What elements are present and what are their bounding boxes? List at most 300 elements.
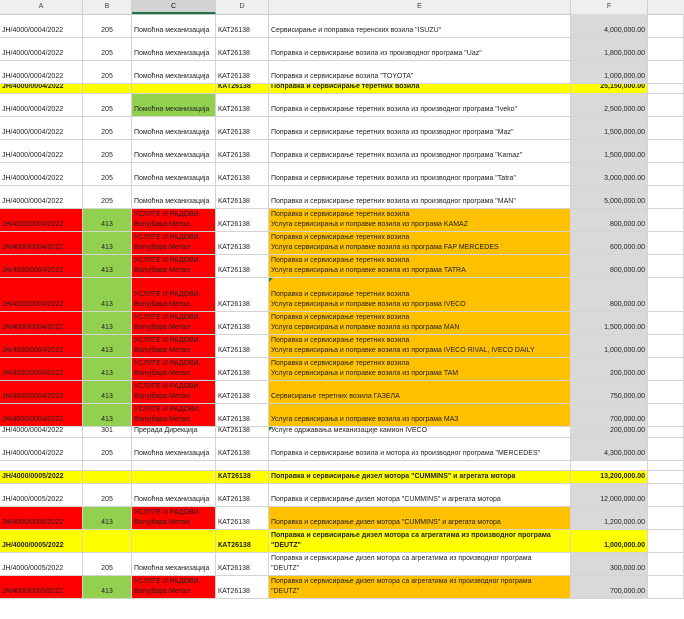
cell-description-text: Поправка и сервисирање теретних возила Услуга сервисирања и поправке возила из програма TATRA [271, 257, 466, 274]
cell-amount[interactable] [571, 140, 648, 163]
cell-unit[interactable] [132, 312, 216, 335]
cell-code[interactable] [83, 576, 132, 599]
cell-reference-number[interactable] [0, 94, 83, 117]
cell-code-text: 413 [101, 393, 113, 400]
cell-unit[interactable] [132, 404, 216, 427]
cell-code[interactable] [83, 209, 132, 232]
table-row [0, 438, 684, 461]
cell-code[interactable] [83, 381, 132, 404]
cell-description[interactable] [269, 358, 571, 381]
cell-empty[interactable] [648, 117, 684, 140]
cell-description-text: Поправка и сервисирање теретних возила из производног програма "Tatra" [271, 175, 516, 182]
cell-catalog-text: КАТ26138 [218, 416, 250, 423]
cell-description[interactable] [269, 14, 571, 38]
cell-reference-number[interactable] [0, 278, 83, 312]
cell-unit[interactable] [132, 140, 216, 163]
cell-catalog[interactable] [216, 117, 269, 140]
cell-code[interactable] [83, 232, 132, 255]
cell-code[interactable] [83, 404, 132, 427]
cell-amount[interactable] [571, 14, 648, 38]
cell-code-text: 205 [101, 129, 113, 136]
cell-catalog[interactable] [216, 404, 269, 427]
cell-reference-number[interactable] [0, 163, 83, 186]
cell-amount-text: 700,000.00 [609, 416, 645, 423]
cell-code-text: 205 [101, 27, 113, 34]
cell-description[interactable] [269, 507, 571, 530]
cell-description[interactable] [269, 335, 571, 358]
cell-reference-number[interactable] [0, 232, 83, 255]
table-row [0, 117, 684, 140]
cell-reference-number[interactable] [0, 38, 83, 61]
cell-catalog[interactable] [216, 438, 269, 461]
cell-empty[interactable] [648, 427, 684, 438]
cell-amount[interactable] [571, 186, 648, 209]
cell-description[interactable] [269, 461, 571, 471]
column-header-f[interactable]: F [571, 0, 648, 14]
cell-amount[interactable] [571, 358, 648, 381]
cell-reference-number[interactable] [0, 404, 83, 427]
cell-unit-text: Прерада Дирекција [134, 427, 198, 434]
cell-unit[interactable] [132, 553, 216, 576]
cell-amount[interactable] [571, 312, 648, 335]
cell-catalog[interactable] [216, 232, 269, 255]
cell-description[interactable] [269, 186, 571, 209]
cell-empty[interactable] [648, 84, 684, 94]
cell-description[interactable] [269, 84, 571, 94]
cell-description[interactable] [269, 209, 571, 232]
cell-amount-text: 750,000.00 [609, 393, 645, 400]
cell-catalog-text: КАТ26138 [218, 221, 250, 228]
cell-empty[interactable] [648, 209, 684, 232]
cell-empty[interactable] [648, 461, 684, 471]
cell-amount-text: 13,200,000.00 [600, 473, 645, 480]
cell-empty[interactable] [648, 381, 684, 404]
cell-amount[interactable] [571, 438, 648, 461]
cell-catalog-text: КАТ26138 [218, 244, 250, 251]
cell-description[interactable] [269, 232, 571, 255]
cell-amount[interactable] [571, 232, 648, 255]
cell-reference-number-text: ЈН/4000/0004/2022 [2, 244, 64, 251]
cell-code[interactable] [83, 507, 132, 530]
cell-code[interactable] [83, 140, 132, 163]
cell-amount-text: 1,500,000.00 [604, 152, 645, 159]
cell-code[interactable] [83, 84, 132, 94]
cell-description[interactable] [269, 530, 571, 553]
cell-reference-number[interactable] [0, 438, 83, 461]
column-header-g[interactable] [648, 0, 684, 14]
table-row [0, 140, 684, 163]
cell-catalog[interactable] [216, 530, 269, 553]
cell-catalog[interactable] [216, 255, 269, 278]
cell-reference-number[interactable] [0, 186, 83, 209]
cell-catalog[interactable] [216, 140, 269, 163]
cell-reference-number-text: ЈН/4000/0004/2022 [2, 450, 64, 457]
cell-reference-number-text: ЈН/4000/0004/2022 [2, 427, 64, 434]
cell-reference-number-text: ЈН/4000/0004/2022 [2, 129, 64, 136]
cell-unit-text: УСЛУГЕ И РАДОВИ, Волујбара Метал [134, 291, 201, 308]
cell-unit[interactable] [132, 530, 216, 553]
cell-unit[interactable] [132, 186, 216, 209]
column-header-d[interactable]: D [216, 0, 269, 14]
cell-amount[interactable] [571, 163, 648, 186]
cell-code-text: 413 [101, 267, 113, 274]
cell-empty[interactable] [648, 38, 684, 61]
cell-amount[interactable] [571, 335, 648, 358]
cell-reference-number-text: ЈН/4000/0004/2022 [2, 221, 64, 228]
cell-amount[interactable] [571, 84, 648, 94]
cell-code-text: 205 [101, 152, 113, 159]
cell-code-text: 205 [101, 73, 113, 80]
cell-catalog[interactable] [216, 553, 269, 576]
cell-reference-number[interactable] [0, 255, 83, 278]
cell-empty[interactable] [648, 94, 684, 117]
cell-catalog[interactable] [216, 186, 269, 209]
cell-empty[interactable] [648, 471, 684, 484]
cell-amount[interactable] [571, 255, 648, 278]
column-header-b[interactable]: B [83, 0, 132, 14]
cell-code[interactable] [83, 553, 132, 576]
cell-amount[interactable] [571, 484, 648, 507]
cell-empty[interactable] [648, 255, 684, 278]
cell-description-text: Поправка и сервисирање дизел мотора са агрегатима из производног програма "DEUTZ" [271, 555, 532, 572]
cell-amount[interactable] [571, 117, 648, 140]
cell-amount[interactable] [571, 471, 648, 484]
cell-unit[interactable] [132, 438, 216, 461]
column-header-bar [0, 0, 684, 15]
cell-reference-number[interactable] [0, 381, 83, 404]
cell-empty[interactable] [648, 232, 684, 255]
cell-description[interactable] [269, 255, 571, 278]
cell-amount[interactable] [571, 404, 648, 427]
cell-catalog[interactable] [216, 471, 269, 484]
cell-description[interactable] [269, 278, 571, 312]
cell-catalog[interactable] [216, 38, 269, 61]
column-header-c[interactable]: C [132, 0, 216, 14]
cell-code-text: 413 [101, 244, 113, 251]
cell-amount[interactable] [571, 461, 648, 471]
cell-reference-number-text: ЈН/4000/0004/2022 [2, 416, 64, 423]
cell-catalog-text: КАТ26138 [218, 519, 250, 526]
cell-catalog-text: КАТ26138 [218, 427, 250, 434]
cell-code[interactable] [83, 530, 132, 553]
cell-description[interactable] [269, 404, 571, 427]
cell-amount[interactable] [571, 278, 648, 312]
cell-code-text: 205 [101, 50, 113, 57]
cell-unit[interactable] [132, 117, 216, 140]
cell-code[interactable] [83, 438, 132, 461]
cell-catalog-text: КАТ26138 [218, 267, 250, 274]
cell-unit[interactable] [132, 278, 216, 312]
cell-code-text: 413 [101, 370, 113, 377]
cell-code[interactable] [83, 358, 132, 381]
cell-reference-number[interactable] [0, 84, 83, 94]
cell-unit-text: УСЛУГЕ И РАДОВИ, Волујбара Метал [134, 234, 201, 251]
cell-empty[interactable] [648, 278, 684, 312]
cell-catalog[interactable] [216, 61, 269, 84]
cell-unit[interactable] [132, 84, 216, 94]
cell-description[interactable] [269, 438, 571, 461]
cell-unit-text: Помоћна механизација [134, 27, 210, 34]
cell-unit[interactable] [132, 358, 216, 381]
cell-amount-text: 700,000.00 [609, 588, 645, 595]
cell-description[interactable] [269, 471, 571, 484]
cell-amount[interactable] [571, 209, 648, 232]
cell-unit[interactable] [132, 61, 216, 84]
table-row [0, 38, 684, 61]
cell-reference-number[interactable] [0, 209, 83, 232]
cell-amount-text: 200,000.00 [609, 427, 645, 434]
cell-unit[interactable] [132, 232, 216, 255]
cell-reference-number-text: ЈН/4000/0004/2022 [2, 50, 64, 57]
cell-reference-number[interactable] [0, 471, 83, 484]
cell-code-text: 413 [101, 519, 113, 526]
cell-unit-text: Помоћна механизација [134, 73, 210, 80]
cell-reference-number[interactable] [0, 553, 83, 576]
cell-catalog[interactable] [216, 209, 269, 232]
cell-description[interactable] [269, 163, 571, 186]
table-row [0, 553, 684, 576]
cell-reference-number[interactable] [0, 461, 83, 471]
cell-catalog-text: КАТ26138 [218, 588, 250, 595]
cell-unit[interactable] [132, 38, 216, 61]
cell-catalog-text: КАТ26138 [218, 129, 250, 136]
cell-unit-text: УСЛУГЕ И РАДОВИ, Волујбара Метал [134, 509, 201, 526]
cell-catalog[interactable] [216, 14, 269, 38]
cell-code[interactable] [83, 117, 132, 140]
cell-code-text: 205 [101, 175, 113, 182]
cell-reference-number-text: ЈН/4000/0004/2022 [2, 370, 64, 377]
cell-empty[interactable] [648, 438, 684, 461]
cell-amount[interactable] [571, 381, 648, 404]
cell-empty[interactable] [648, 507, 684, 530]
cell-code[interactable] [83, 312, 132, 335]
cell-empty[interactable] [648, 61, 684, 84]
cell-unit[interactable] [132, 209, 216, 232]
cell-description-text: Поправка и сервисирање теретних возила Услуга сервисирања и поправке возила из програма TAM [271, 360, 459, 377]
cell-code[interactable] [83, 471, 132, 484]
cell-unit[interactable] [132, 163, 216, 186]
column-header-a[interactable]: A [0, 0, 83, 14]
cell-description-text: Сервисирање и поправка теренских возила "ISUZU" [271, 27, 442, 34]
cell-code-text: 205 [101, 565, 113, 572]
cell-code[interactable] [83, 94, 132, 117]
cell-reference-number[interactable] [0, 484, 83, 507]
cell-empty[interactable] [648, 140, 684, 163]
cell-code-text: 413 [101, 588, 113, 595]
cell-reference-number-text: ЈН/4000/0004/2022 [2, 175, 64, 182]
cell-reference-number-text: ЈН/4000/0005/2022 [2, 519, 64, 526]
cell-amount-text: 1,500,000.00 [604, 324, 645, 331]
cell-code-text: 205 [101, 198, 113, 205]
cell-unit[interactable] [132, 14, 216, 38]
cell-reference-number-text: ЈН/4000/0004/2022 [2, 152, 64, 159]
cell-unit[interactable] [132, 576, 216, 599]
cell-unit-text: УСЛУГЕ И РАДОВИ, Волујбара Метал [134, 578, 201, 595]
cell-empty[interactable] [648, 553, 684, 576]
cell-code-text: 205 [101, 496, 113, 503]
cell-description-text: Поправка и сервисирање теретних возила из производног програма "MAN" [271, 198, 516, 205]
cell-catalog-text: КАТ26138 [218, 542, 251, 549]
table-row [0, 14, 684, 38]
cell-reference-number[interactable] [0, 358, 83, 381]
cell-amount-text: 1,000,000.00 [604, 347, 645, 354]
column-header-e[interactable]: E [269, 0, 571, 14]
cell-catalog[interactable] [216, 576, 269, 599]
cell-unit[interactable] [132, 335, 216, 358]
cell-catalog-text: КАТ26138 [218, 27, 250, 34]
cell-code[interactable] [83, 186, 132, 209]
cell-code[interactable] [83, 14, 132, 38]
cell-catalog-text: КАТ26138 [218, 450, 250, 457]
cell-unit-text: Помоћна механизација [134, 450, 210, 457]
cell-amount[interactable] [571, 94, 648, 117]
cell-description[interactable] [269, 94, 571, 117]
cell-unit[interactable] [132, 427, 216, 438]
cell-amount[interactable] [571, 38, 648, 61]
cell-amount-text: 4,000,000.00 [604, 27, 645, 34]
cell-code[interactable] [83, 427, 132, 438]
cell-catalog[interactable] [216, 312, 269, 335]
cell-unit[interactable] [132, 94, 216, 117]
cell-amount-text: 1,500,000.00 [604, 129, 645, 136]
cell-reference-number-text: ЈН/4000/0004/2022 [2, 27, 64, 34]
cell-catalog[interactable] [216, 484, 269, 507]
cell-description-text: Поправка и сервисирање дизел мотора "CUMMINS" и агрегата мотора [271, 496, 501, 503]
cell-empty[interactable] [648, 14, 684, 38]
cell-description[interactable] [269, 312, 571, 335]
cell-reference-number[interactable] [0, 335, 83, 358]
table-row [0, 232, 684, 255]
cell-amount-text: 3,000,000.00 [604, 175, 645, 182]
cell-code-text: 413 [101, 301, 113, 308]
cell-amount-text: 1,200,000.00 [604, 519, 645, 526]
cell-empty[interactable] [648, 404, 684, 427]
cell-amount[interactable] [571, 507, 648, 530]
cell-catalog[interactable] [216, 84, 269, 94]
cell-description[interactable] [269, 117, 571, 140]
table-row [0, 404, 684, 427]
cell-empty[interactable] [648, 163, 684, 186]
cell-unit[interactable] [132, 507, 216, 530]
cell-catalog-text: КАТ26138 [218, 50, 250, 57]
cell-amount-text: 300,000.00 [609, 565, 645, 572]
cell-unit[interactable] [132, 471, 216, 484]
cell-amount[interactable] [571, 427, 648, 438]
cell-description[interactable] [269, 576, 571, 599]
cell-amount[interactable] [571, 553, 648, 576]
cell-amount[interactable] [571, 576, 648, 599]
cell-catalog-text: КАТ26138 [218, 496, 250, 503]
cell-unit-text: Помоћна механизација [134, 565, 210, 572]
cell-unit[interactable] [132, 255, 216, 278]
cell-unit-text: УСЛУГЕ И РАДОВИ, Волујбара Метал [134, 314, 201, 331]
cell-catalog[interactable] [216, 278, 269, 312]
cell-unit-text: Помоћна механизација [134, 496, 210, 503]
table-row [0, 484, 684, 507]
cell-unit-text: Помоћна механизација [134, 175, 210, 182]
cell-code[interactable] [83, 461, 132, 471]
cell-catalog[interactable] [216, 427, 269, 438]
cell-amount[interactable] [571, 530, 648, 553]
cell-empty[interactable] [648, 530, 684, 553]
cell-amount[interactable] [571, 61, 648, 84]
cell-code[interactable] [83, 38, 132, 61]
cell-description-text: Поправка и сервисирање теретних возила из производног програма "Kamaz" [271, 152, 523, 159]
cell-unit[interactable] [132, 461, 216, 471]
cell-empty[interactable] [648, 335, 684, 358]
cell-reference-number[interactable] [0, 117, 83, 140]
cell-reference-number[interactable] [0, 140, 83, 163]
cell-catalog-text: КАТ26138 [218, 473, 251, 480]
cell-empty[interactable] [648, 484, 684, 507]
cell-amount-text: 1,800,000.00 [604, 50, 645, 57]
cell-description[interactable] [269, 38, 571, 61]
cell-reference-number[interactable] [0, 312, 83, 335]
cell-description-text: Поправка и сервисирање теретних возила Услуга сервисирања и поправке возила из програма KAMAZ [271, 211, 468, 228]
cell-code[interactable] [83, 278, 132, 312]
cell-unit-text: УСЛУГЕ И РАДОВИ, Волујбара Метал [134, 360, 201, 377]
cell-unit[interactable] [132, 484, 216, 507]
cell-catalog[interactable] [216, 461, 269, 471]
cell-unit[interactable] [132, 381, 216, 404]
cell-description-text: Поправка и сервисирање теретних возила из производног програма "Iveko" [271, 106, 518, 113]
cell-reference-number-text: ЈН/4000/0004/2022 [2, 267, 64, 274]
cell-unit-text: УСЛУГЕ И РАДОВИ, Волујбара Метал [134, 383, 201, 400]
cell-description-text: Поправка и сервисирање теретних возила Услуга сервисирања и поправке возила из програма FAP MERCEDES [271, 234, 499, 251]
cell-catalog[interactable] [216, 94, 269, 117]
cell-description[interactable] [269, 140, 571, 163]
cell-empty[interactable] [648, 358, 684, 381]
cell-empty[interactable] [648, 312, 684, 335]
cell-catalog[interactable] [216, 507, 269, 530]
cell-reference-number-text: ЈН/4000/0004/2022 [2, 106, 64, 113]
cell-description[interactable] [269, 484, 571, 507]
cell-description[interactable] [269, 61, 571, 84]
cell-reference-number[interactable] [0, 61, 83, 84]
cell-empty[interactable] [648, 576, 684, 599]
cell-description-text: Поправка и сервисирање теретних возила Услуга сервисирања и поправке возила из програма MAN [271, 314, 460, 331]
cell-reference-number[interactable] [0, 576, 83, 599]
cell-description[interactable] [269, 553, 571, 576]
cell-catalog-text: КАТ26138 [218, 324, 250, 331]
cell-empty[interactable] [648, 186, 684, 209]
cell-reference-number-text: ЈН/4000/0004/2022 [2, 198, 64, 205]
cell-description[interactable] [269, 427, 571, 438]
cell-code[interactable] [83, 255, 132, 278]
cell-catalog[interactable] [216, 163, 269, 186]
table-row [0, 209, 684, 232]
cell-reference-number[interactable] [0, 507, 83, 530]
cell-reference-number[interactable] [0, 14, 83, 38]
cell-code[interactable] [83, 484, 132, 507]
cell-description-text: Поправка и сервисирање теретних возила из производног програма "Maz" [271, 129, 514, 136]
cell-reference-number-text: ЈН/4000/0004/2022 [2, 393, 64, 400]
cell-description[interactable] [269, 381, 571, 404]
cell-code[interactable] [83, 61, 132, 84]
cell-catalog[interactable] [216, 335, 269, 358]
cell-catalog[interactable] [216, 381, 269, 404]
cell-amount-text: 800,000.00 [609, 301, 645, 308]
cell-code[interactable] [83, 163, 132, 186]
cell-unit-text: Помоћна механизација [134, 198, 210, 205]
cell-code[interactable] [83, 335, 132, 358]
cell-amount-text: 200,000.00 [609, 370, 645, 377]
cell-reference-number[interactable] [0, 530, 83, 553]
cell-catalog[interactable] [216, 358, 269, 381]
table-row [0, 471, 684, 484]
cell-reference-number[interactable] [0, 427, 83, 438]
cell-reference-number-text: ЈН/4000/0005/2022 [2, 473, 64, 480]
